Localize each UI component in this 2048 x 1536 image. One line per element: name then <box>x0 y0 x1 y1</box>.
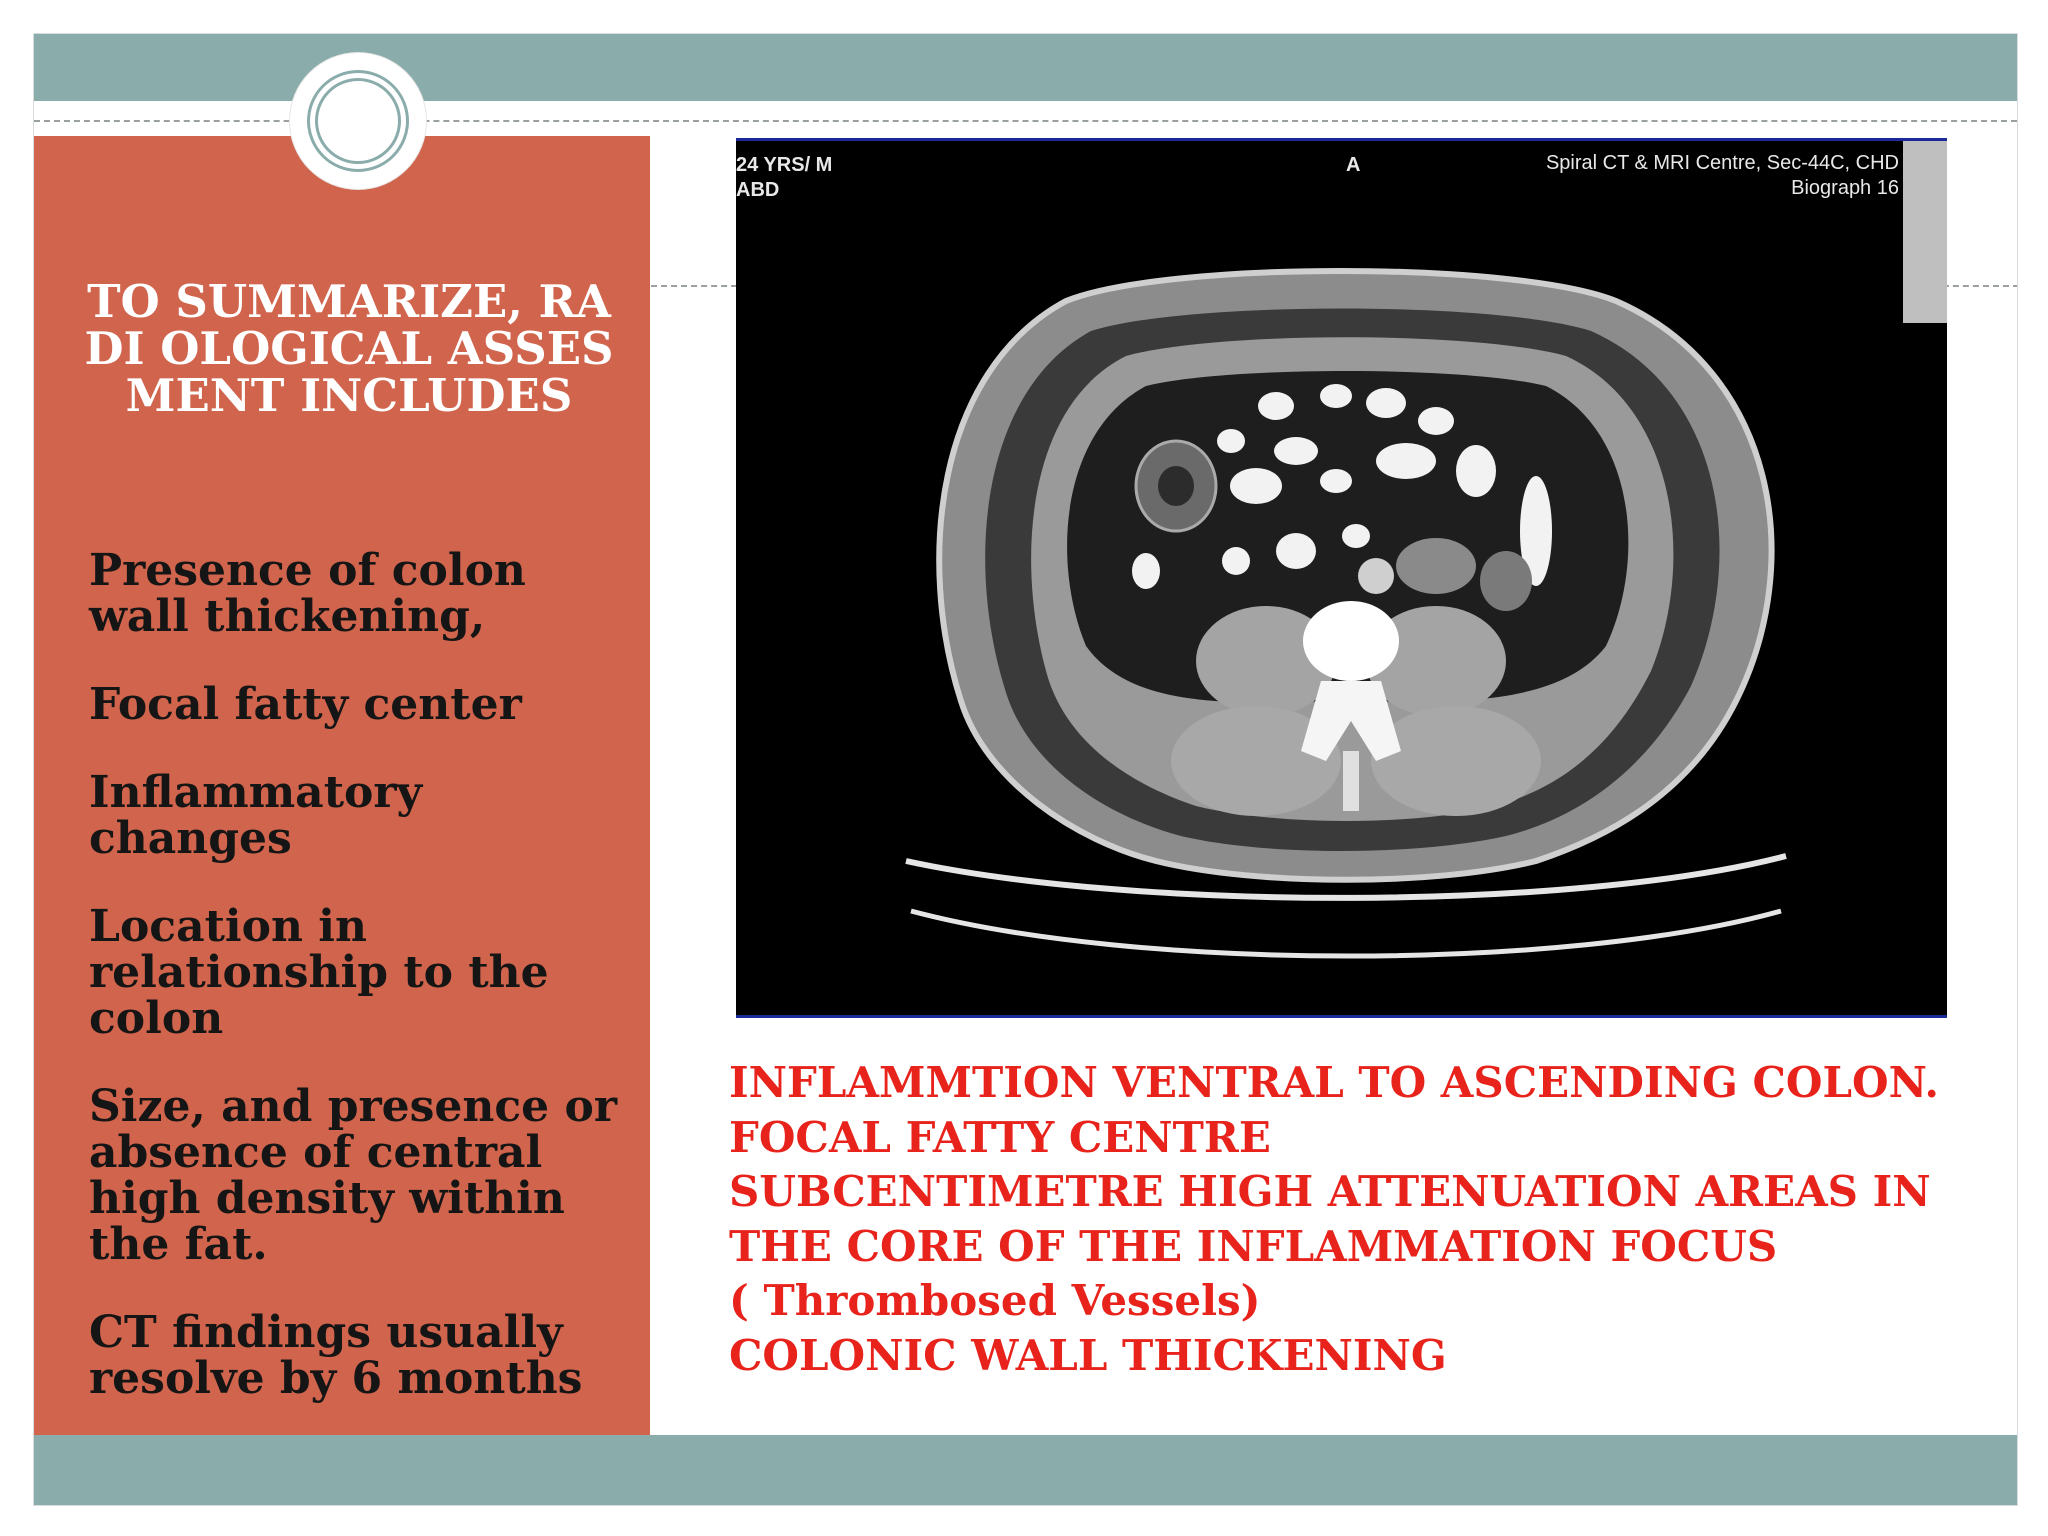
ct-patient-info <box>736 153 832 203</box>
finding-line: INFLAMMTION VENTRAL TO ASCENDING COLON. <box>729 1058 1939 1107</box>
finding-line: THE CORE OF THE INFLAMMATION FOCUS <box>729 1221 1778 1271</box>
list-item: Location in relationship to the colon <box>89 901 549 1044</box>
summary-list <box>89 545 639 1444</box>
finding-line: ( Thrombosed Vessels) <box>729 1276 1261 1325</box>
ct-scan-image <box>736 138 1947 1018</box>
list-item: Focal fatty center <box>89 679 522 730</box>
scrollbar <box>1903 141 1947 323</box>
slide <box>33 33 2018 1506</box>
finding-line: COLONIC WALL THICKENING <box>729 1330 1447 1380</box>
ct-scanner-model: Biograph 16 <box>1791 177 1899 199</box>
list-item: Inflammatory changes <box>89 767 423 864</box>
ct-study-region: ABD <box>736 179 780 201</box>
circle-ornament-icon <box>290 53 426 189</box>
list-item: Size, and presence or absence of central high density within the fat. <box>89 1081 618 1270</box>
finding-line: SUBCENTIMETRE HIGH ATTENUATION AREAS IN <box>729 1167 1931 1216</box>
list-item: Presence of colon wall thickening, <box>89 545 526 642</box>
bottom-band <box>34 1435 2017 1505</box>
findings-text <box>729 1056 2009 1383</box>
ct-centre-info <box>1546 151 1899 201</box>
list-item: CT findings usually resolve by 6 months <box>89 1307 583 1404</box>
ct-centre-name: Spiral CT & MRI Centre, Sec-44C, CHD <box>1545 152 1899 174</box>
summary-panel <box>34 136 650 1436</box>
finding-line: FOCAL FATTY CENTRE <box>729 1112 1271 1162</box>
ct-orientation-label: A <box>1346 154 1361 176</box>
panel-title: TO SUMMARIZE, RADI OLOGICAL ASSESMENT INCLUDES <box>84 275 614 422</box>
ct-scan-drawing <box>736 141 1947 1018</box>
ct-patient-age: 24 YRS/ M <box>736 154 833 176</box>
